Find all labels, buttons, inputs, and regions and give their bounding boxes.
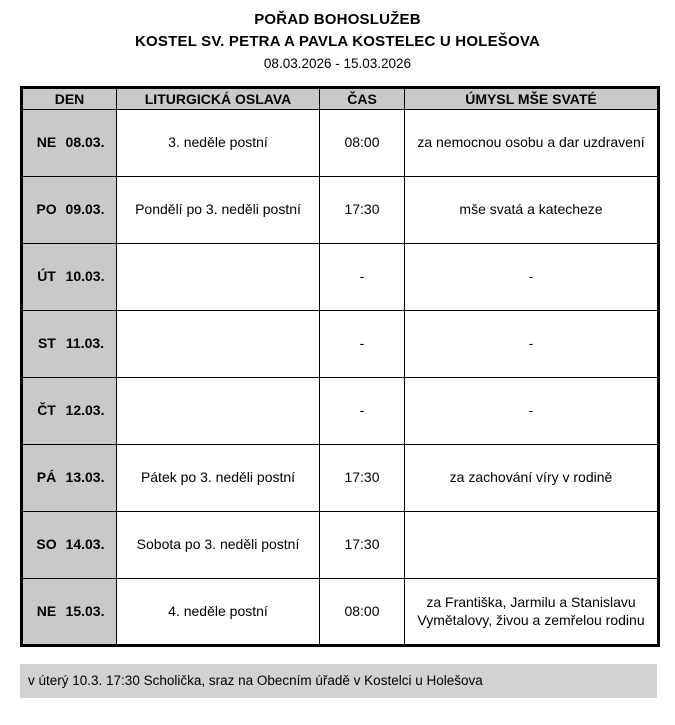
intention-cell: za zachování víry v rodině (405, 444, 659, 511)
celebration-cell: 3. neděle postní (117, 109, 320, 176)
celebration-cell (117, 243, 320, 310)
schedule-table (20, 86, 660, 647)
table-row (22, 310, 659, 377)
day-date: 09.03. (65, 201, 105, 218)
time-cell: 08:00 (320, 578, 405, 645)
day-date: 08.03. (65, 134, 105, 151)
day-abbrev: NE (36, 134, 57, 151)
day-cell (22, 243, 117, 310)
time-cell: - (320, 310, 405, 377)
day-date: 15.03. (65, 602, 105, 619)
table-row (22, 444, 659, 511)
table-row (22, 578, 659, 645)
intention-cell: - (405, 377, 659, 444)
celebration-cell: Sobota po 3. neděli postní (117, 511, 320, 578)
day-cell (22, 377, 117, 444)
footer-note: v úterý 10.3. 17:30 Scholička, sraz na Obecním úřadě v Kostelci u Holešova (20, 664, 657, 698)
day-cell (22, 578, 117, 645)
day-date: 10.03. (65, 268, 105, 285)
table-row (22, 176, 659, 243)
day-abbrev: ST (37, 335, 56, 352)
day-abbrev: PO (36, 201, 57, 218)
intention-cell: za Františka, Jarmilu a Stanislavu Vymětalovy, živou a zemřelou rodinu (405, 578, 659, 645)
celebration-cell (117, 310, 320, 377)
intention-cell: - (405, 310, 659, 377)
table-row (22, 243, 659, 310)
intention-cell (405, 511, 659, 578)
church-name: KOSTEL SV. PETRA A PAVLA KOSTELEC U HOLEŠOVA (135, 32, 540, 50)
time-cell: - (320, 243, 405, 310)
column-header-den: DEN (22, 87, 117, 109)
table-row (22, 377, 659, 444)
column-header-liturgicka-oslava: LITURGICKÁ OSLAVA (117, 87, 320, 109)
intention-cell: mše svatá a katecheze (405, 176, 659, 243)
table-row (22, 511, 659, 578)
day-date: 14.03. (65, 536, 105, 553)
intention-cell: za nemocnou osobu a dar uzdravení (405, 109, 659, 176)
column-header-cas: ČAS (320, 87, 405, 109)
day-date: 11.03. (65, 335, 105, 352)
celebration-cell (117, 377, 320, 444)
day-abbrev: ČT (37, 402, 56, 419)
day-cell (22, 511, 117, 578)
day-cell (22, 109, 117, 176)
time-cell: 17:30 (320, 444, 405, 511)
day-date: 13.03. (65, 469, 105, 486)
date-range: 08.03.2026 - 15.03.2026 (263, 55, 412, 71)
celebration-cell: 4. neděle postní (117, 578, 320, 645)
day-abbrev: ÚT (37, 268, 56, 285)
day-abbrev: NE (36, 602, 57, 619)
table-header-row (22, 87, 659, 109)
time-cell: - (320, 377, 405, 444)
day-date: 12.03. (65, 402, 105, 419)
time-cell: 17:30 (320, 511, 405, 578)
document-title: POŘAD BOHOSLUŽEB (254, 11, 421, 28)
document-header (0, 0, 675, 71)
time-cell: 08:00 (320, 109, 405, 176)
day-abbrev: PÁ (36, 469, 57, 486)
day-cell (22, 444, 117, 511)
day-cell (22, 310, 117, 377)
time-cell: 17:30 (320, 176, 405, 243)
celebration-cell: Pondělí po 3. neděli postní (117, 176, 320, 243)
day-cell (22, 176, 117, 243)
column-header-umysl: ÚMYSL MŠE SVATÉ (405, 87, 659, 109)
day-abbrev: SO (36, 536, 57, 553)
intention-cell: - (405, 243, 659, 310)
celebration-cell: Pátek po 3. neděli postní (117, 444, 320, 511)
table-row (22, 109, 659, 176)
